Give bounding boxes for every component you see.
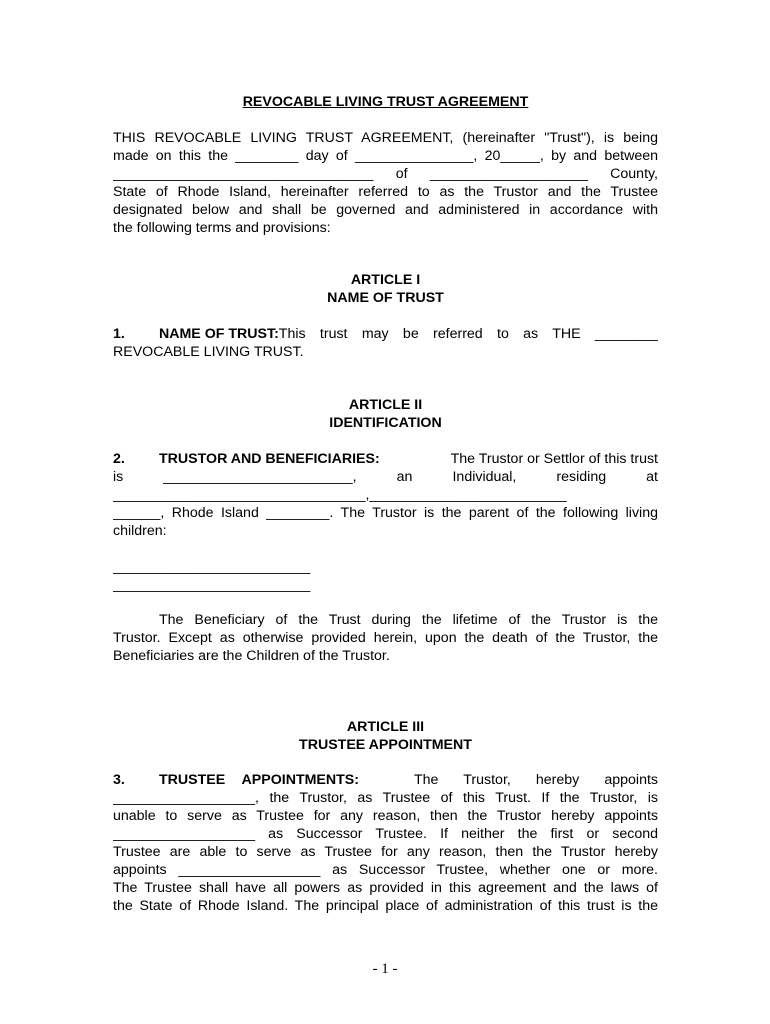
- intro-line: _________________________________ of ____________________ County,: [113, 166, 658, 182]
- article-3-line: The Trustee shall have all powers as provided in this agreement and the laws of: [113, 880, 658, 896]
- article-3-heading: ARTICLE III: [346, 719, 425, 735]
- child-blank-line: _________________________: [113, 559, 311, 575]
- beneficiary-line: The Beneficiary of the Trust during the lifetime of the Trustor is the: [159, 612, 658, 628]
- article-2-paragraph: [113, 450, 658, 540]
- beneficiary-line: Beneficiaries are the Children of the Trustor.: [113, 648, 390, 664]
- intro-line: THIS REVOCABLE LIVING TRUST AGREEMENT, (hereinafter "Trust"), is being: [113, 130, 658, 146]
- article-1-line: REVOCABLE LIVING TRUST.: [113, 344, 304, 360]
- section-number: 3.: [113, 772, 125, 788]
- section-label: TRUSTOR AND BENEFICIARIES:: [159, 451, 380, 467]
- article-2-line: ______, Rhode Island ________. The Trustor is the parent of the following living: [113, 505, 658, 521]
- document-title: REVOCABLE LIVING TRUST AGREEMENT: [242, 94, 529, 110]
- intro-paragraph: [113, 129, 658, 237]
- beneficiary-line: Trustor. Except as otherwise provided herein, upon the death of the Trustor, the: [113, 630, 658, 646]
- article-3-line: unable to serve as Trustee for any reason, then the Trustor hereby appoints: [113, 808, 658, 824]
- article-3-line: __________________, the Trustor, as Trustee of this Trust. If the Trustor, is: [113, 790, 658, 806]
- section-label: NAME OF TRUST:: [159, 326, 279, 342]
- article-2-line: children:: [113, 523, 167, 539]
- article-1-heading: ARTICLE I: [350, 272, 421, 288]
- article-2-line: is ________________________, an Individual, residing at: [113, 469, 658, 485]
- intro-line: State of Rhode Island, hereinafter referred to as the Trustor and the Trustee: [113, 184, 658, 200]
- article-3-subheading: TRUSTEE APPOINTMENT: [299, 737, 472, 753]
- article-2-heading: ARTICLE II: [348, 397, 423, 413]
- section-text: The Trustor, hereby appoints: [414, 772, 658, 788]
- section-number: 1.: [113, 326, 125, 342]
- article-3-line: the State of Rhode Island. The principal place of administration of this trust is the: [113, 898, 658, 914]
- children-list: [113, 558, 658, 594]
- section-text: This trust may be referred to as THE ________: [278, 326, 658, 342]
- article-2-line: ________________________________,_________________________: [113, 487, 567, 503]
- article-3-line: [113, 771, 658, 789]
- article-2-subheading: IDENTIFICATION: [329, 415, 442, 431]
- child-blank-line: _________________________: [113, 577, 311, 593]
- article-1-line: [113, 325, 658, 343]
- section-text: The Trustor or Settlor of this trust: [450, 451, 658, 467]
- beneficiary-paragraph: [113, 611, 658, 665]
- article-3-line: Trustee are able to serve as Trustee for any reason, then the Trustor hereby: [113, 844, 658, 860]
- intro-line: made on this the ________ day of _______________, 20_____, by and between: [113, 148, 658, 164]
- page-number: - 1 -: [372, 961, 398, 977]
- article-3-line: __________________ as Successor Trustee. If neither the first or second: [113, 826, 658, 842]
- intro-line: the following terms and provisions:: [113, 220, 331, 236]
- intro-line: designated below and shall be governed and administered in accordance with: [113, 202, 658, 218]
- section-number: 2.: [113, 451, 125, 467]
- article-3-paragraph: [113, 771, 658, 915]
- section-label: TRUSTEE APPOINTMENTS:: [159, 772, 359, 788]
- article-3-line: appoints __________________ as Successor Trustee, whether one or more.: [113, 862, 658, 878]
- article-2-line: [113, 450, 658, 468]
- article-1-subheading: NAME OF TRUST: [327, 290, 444, 306]
- article-1-paragraph: [113, 325, 658, 361]
